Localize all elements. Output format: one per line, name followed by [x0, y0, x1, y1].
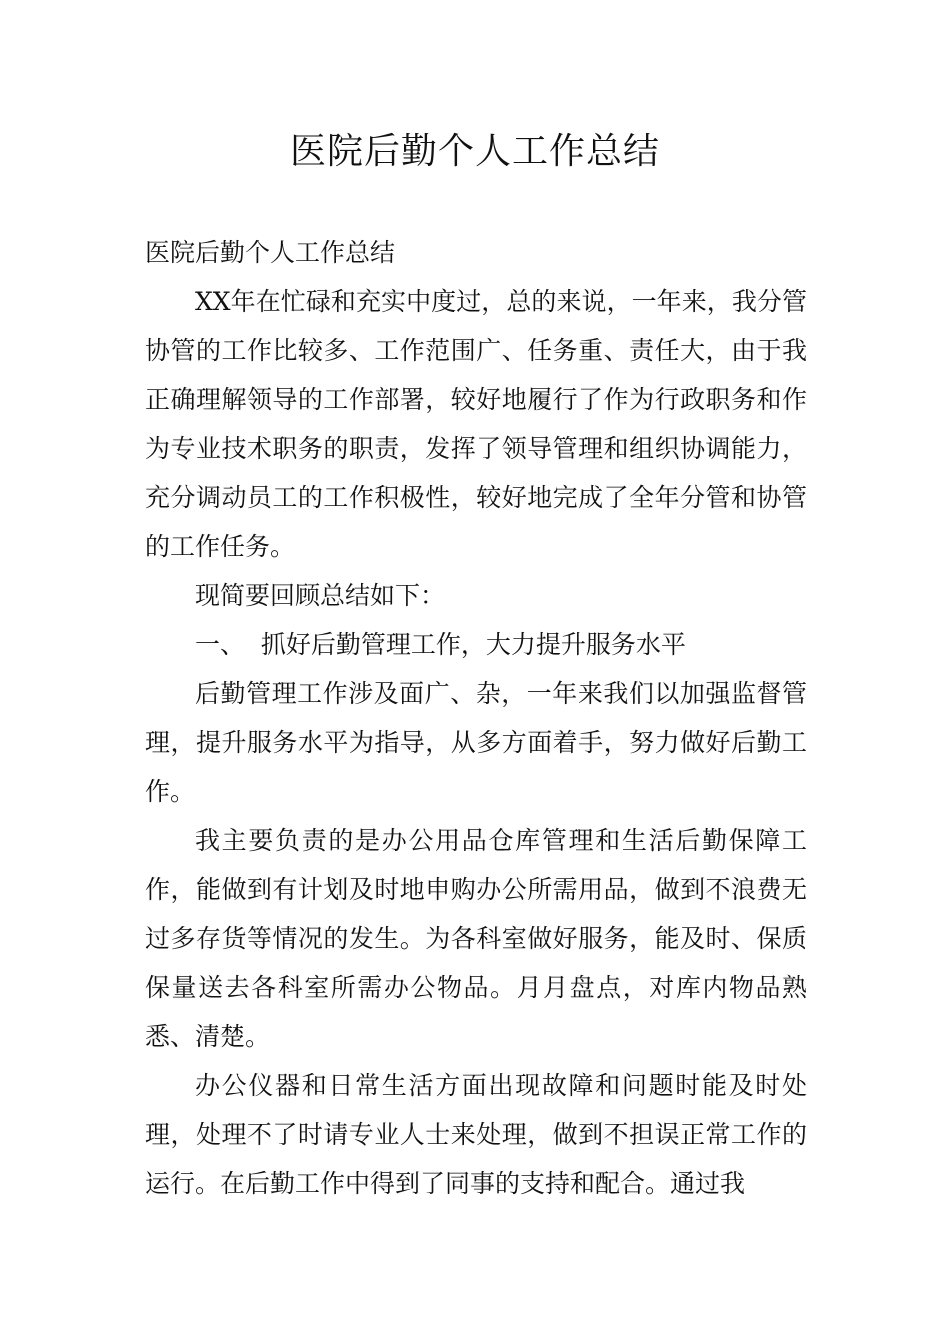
paragraph-equipment-maintenance: 办公仪器和日常生活方面出现故障和问题时能及时处理，处理不了时请专业人士来处理，做到不担误正常工作的运行。在后勤工作中得到了同事的支持和配合。通过我	[145, 1071, 807, 1198]
document-body	[145, 228, 807, 1208]
paragraph-logistics-overview: 后勤管理工作涉及面广、杂，一年来我们以加强监督管理，提升服务水平为指导，从多方面着手，努力做好后勤工作。	[145, 679, 807, 806]
paragraph-summary-lead: 现简要回顾总结如下：	[195, 581, 446, 610]
document-title: 医院后勤个人工作总结	[289, 131, 660, 172]
paragraph-intro: XX年在忙碌和充实中度过，总的来说，一年来，我分管协管的工作比较多、工作范围广、任务重、责任大，由于我正确理解领导的工作部署，较好地履行了作为行政职务和作为专业技术职务的职责，发挥了领导管理和组织协调能力，充分调动员工的工作积极性，较好地完成了全年分管和协管的工作任务。	[145, 287, 807, 561]
paragraph-office-supplies: 我主要负责的是办公用品仓库管理和生活后勤保障工作，能做到有计划及时地申购办公所需用品，做到不浪费无过多存货等情况的发生。为各科室做好服务，能及时、保质保量送去各科室所需办公物品。月月盘点，对库内物品熟悉、清楚。	[145, 826, 807, 1051]
section-heading-1: 一、 抓好后勤管理工作，大力提升服务水平	[195, 630, 686, 659]
body-subtitle: 医院后勤个人工作总结	[145, 238, 396, 267]
